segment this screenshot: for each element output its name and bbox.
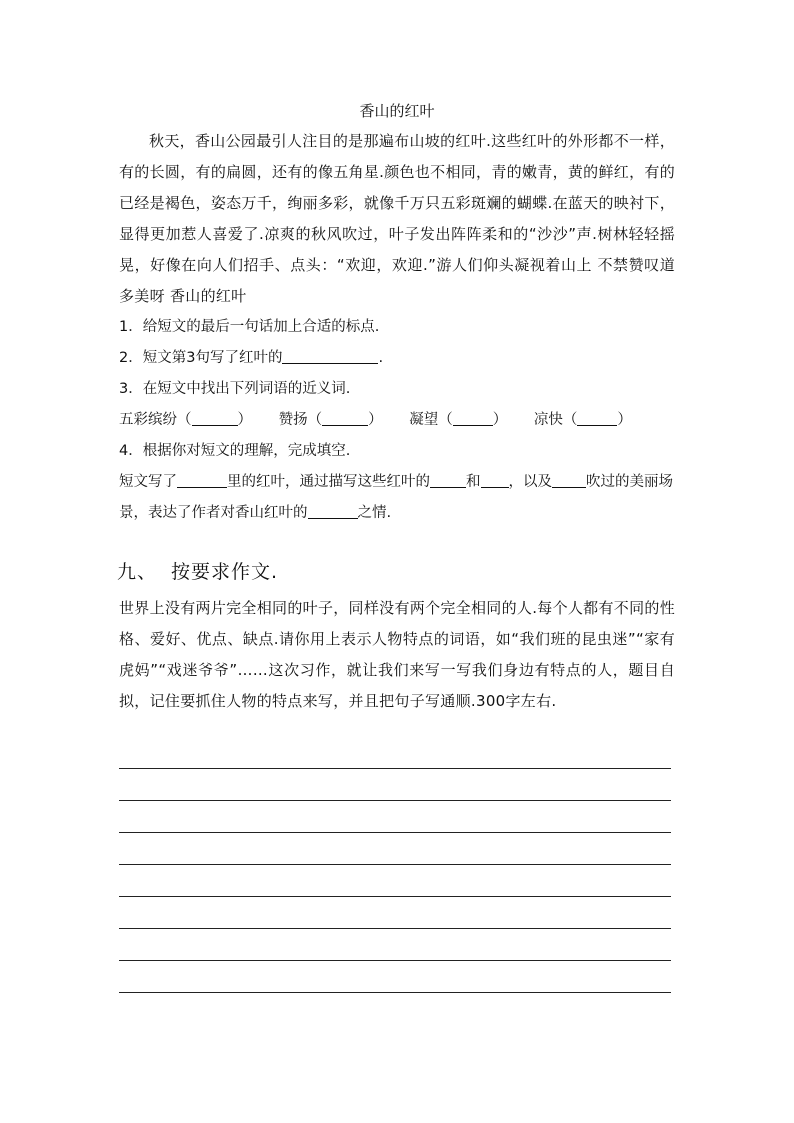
- writing-line[interactable]: [119, 833, 671, 865]
- worksheet-page: [119, 96, 675, 993]
- passage-title: 香山的红叶: [359, 102, 435, 120]
- question-2: [119, 343, 675, 374]
- synonym-word: 凝望: [409, 412, 439, 428]
- answer-blank[interactable]: [481, 473, 509, 489]
- synonym-item: 赞扬（ ）: [278, 412, 383, 428]
- answer-blank[interactable]: [192, 411, 238, 427]
- question-2-suffix: .: [378, 350, 384, 366]
- question-2-text: 2．短文第3句写了红叶的: [119, 350, 283, 366]
- synonym-word: 赞扬: [278, 412, 308, 428]
- answer-blank[interactable]: [282, 349, 378, 365]
- answer-blank[interactable]: [430, 473, 466, 489]
- answer-blank[interactable]: [453, 411, 493, 427]
- synonym-item: 凉快（ ）: [533, 412, 632, 428]
- synonym-word: 凉快: [533, 412, 563, 428]
- answer-blank[interactable]: [552, 473, 586, 489]
- section-9-heading: [117, 557, 675, 587]
- writing-line[interactable]: [119, 801, 671, 833]
- question-4: 4．根据你对短文的理解，完成填空.: [119, 443, 351, 459]
- question-1: 1．给短文的最后一句话加上合适的标点.: [119, 319, 380, 335]
- passage-text: 秋天，香山公园最引人注目的是那遍布山坡的红叶.这些红叶的外形都不一样，有的长圆，有的扁圆，还有的像五角星.颜色也不相同，青的嫩青，黄的鲜红，有的已经是褐色，姿态万千，绚丽多彩，就像千万只五彩斑斓的蝴蝶.在蓝天的映衬下，显得更加惹人喜爱了.凉爽的秋风吹过，叶子发出阵阵柔和的“沙沙”声.树林轻轻摇晃，好像在向人们招手、点头：“欢迎，欢迎.”游人们仰头凝视着山上 不禁赞叹道 多美呀 香山的红叶: [119, 132, 675, 305]
- fill-text: ，以及: [508, 474, 552, 490]
- synonym-item: 凝望（ ）: [409, 412, 508, 428]
- fill-text: 之情.: [357, 505, 392, 521]
- writing-line[interactable]: [119, 961, 671, 993]
- synonym-item: 五彩缤纷（ ）: [119, 412, 252, 428]
- writing-line[interactable]: [119, 929, 671, 961]
- synonym-word: 五彩缤纷: [119, 412, 177, 428]
- section-title: 按要求作文.: [171, 561, 279, 583]
- fill-text: 里的红叶，通过描写这些红叶的: [227, 474, 430, 490]
- answer-blank[interactable]: [308, 504, 358, 520]
- section-number: 九、: [117, 561, 158, 583]
- essay-prompt: 世界上没有两片完全相同的叶子，同样没有两个完全相同的人.每个人都有不同的性格、爱好、优点、缺点.请你用上表示人物特点的词语，如“我们班的昆虫迷”“家有虎妈”“戏迷爷爷”……这次习作，就让我们来写一写我们身边有特点的人，题目自拟，记住要抓住人物的特点来写，并且把句子写通顺.300字左右.: [119, 599, 675, 710]
- fill-text: 吹过的美丽场景，表达了作者对香山红叶的: [119, 474, 673, 521]
- answer-blank[interactable]: [322, 411, 368, 427]
- writing-line[interactable]: [119, 865, 671, 897]
- answer-blank[interactable]: [177, 473, 227, 489]
- question-3: 3．在短文中找出下列词语的近义词.: [119, 381, 351, 397]
- fill-text: 短文写了: [119, 474, 177, 490]
- fill-text: 和: [466, 474, 481, 490]
- question-4-fill: [119, 467, 675, 529]
- synonym-row: [119, 405, 675, 436]
- writing-line[interactable]: [119, 737, 671, 769]
- writing-line[interactable]: [119, 897, 671, 929]
- answer-blank[interactable]: [577, 411, 617, 427]
- writing-area[interactable]: [119, 737, 675, 993]
- writing-line[interactable]: [119, 769, 671, 801]
